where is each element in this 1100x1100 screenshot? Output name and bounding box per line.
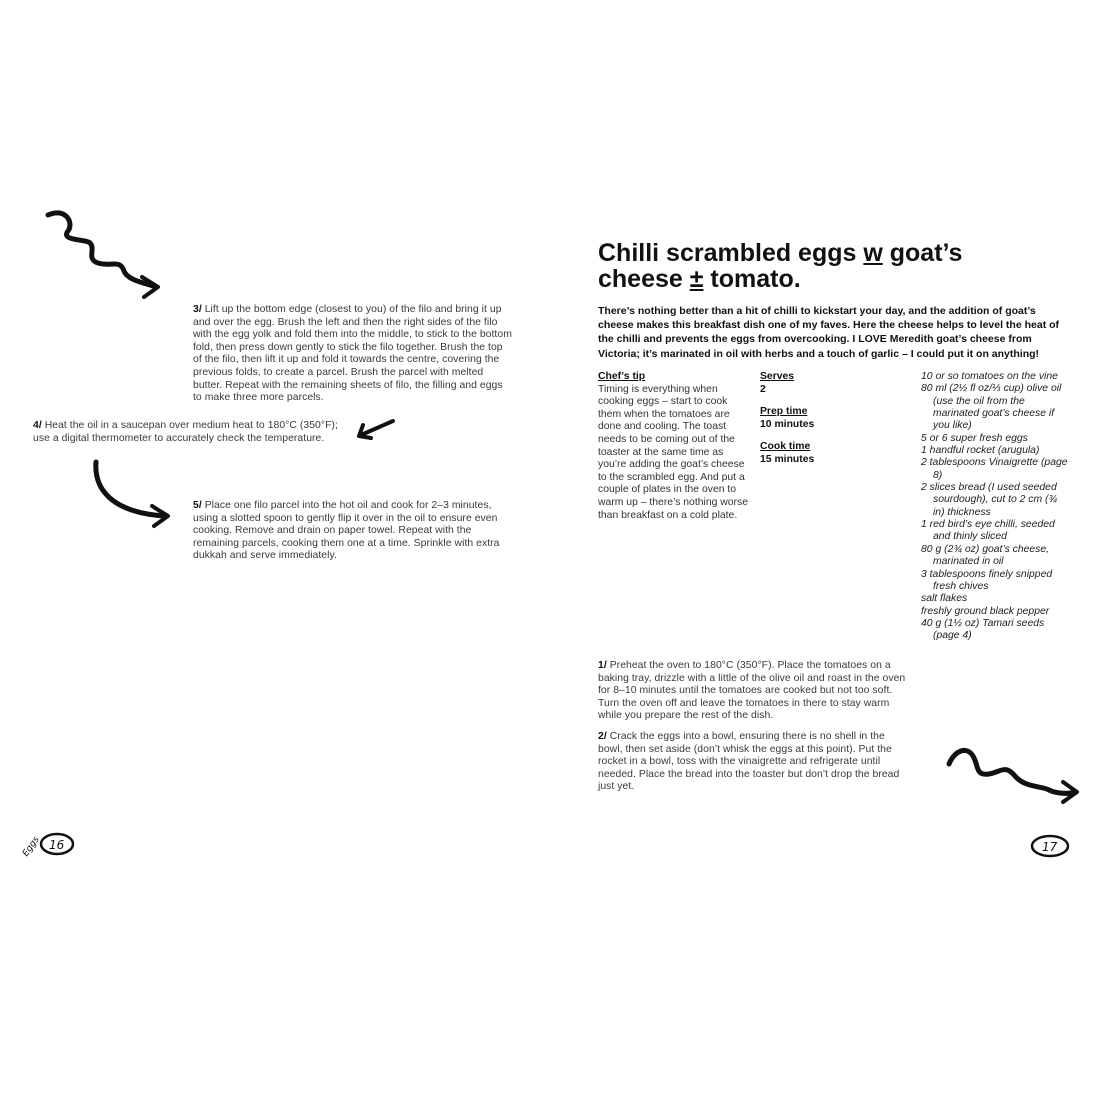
section-label: Eggs [20, 834, 42, 859]
recipe-intro: There’s nothing better than a hit of chilli to kickstart your day, and the addition of goat’s cheese makes this breakfast dish one of my faves. Here the cheese helps to level the heat of the chilli and prevents the eggs from overcooking. I LOVE Meredith goat’s cheese from Victoria; it’s marinated in oil with herbs and a touch of garlic – I could put it on anything! [598, 305, 1060, 360]
short-arrow-icon [355, 417, 397, 441]
squiggle-arrow-right-icon [945, 742, 1085, 810]
ingredient-item: 2 tablespoons Vinaigrette (page 8) [921, 457, 1068, 481]
page-number-17: 17 [1042, 840, 1058, 854]
serves-value: 2 [760, 383, 766, 395]
chefs-tip [598, 371, 750, 522]
ingredient-item: freshly ground black pepper [921, 605, 1050, 617]
recipe-title: Chilli scrambled eggs w goat’s cheese ± tomato. [598, 239, 963, 293]
page-number-16-badge [20, 826, 76, 862]
cook-time-value: 15 minutes [760, 453, 815, 465]
step-5-text: Place one filo parcel into the hot oil and cook for 2–3 minutes, using a slotted spoon to gently flip it over in the oil to ensure even cooking. Remove and drain on paper towel. Repeat with the remaining parcels, cooking them one at a time. Sprinkle with extra dukkah and serve immediately. [193, 500, 500, 562]
ingredient-item: 5 or 6 super fresh eggs [921, 432, 1028, 444]
prep-time-value: 10 minutes [760, 418, 815, 430]
recipe-meta [760, 371, 890, 467]
ingredient-item: salt flakes [921, 593, 968, 605]
step-4-text: Heat the oil in a saucepan over medium heat to 180°C (350°F); use a digital thermometer to accurately check the temperature. [33, 420, 338, 444]
step-2-text: Crack the eggs into a bowl, ensuring there is no shell in the bowl, then set aside (don’t whisk the eggs at this point). Put the rocket in a bowl, toss with the vinaigrette and refrigerate until needed. Place the bread into the toaster but don’t drop the bread just yet. [598, 731, 900, 793]
serves-label: Serves [760, 371, 795, 382]
step-5: 5/ Place one filo parcel into the hot oil and cook for 2–3 minutes, using a slotted spoon to gently flip it over in the oil to ensure even cooking. Remove and drain on paper towel. Repeat with the remaining parcels, cooking them one at a time. Sprinkle with extra dukkah and serve immediately. [193, 500, 500, 562]
prep-time-label: Prep time [760, 406, 808, 418]
step-1-text: Preheat the oven to 180°C (350°F). Place the tomatoes on a baking tray, drizzle with a little of the olive oil and roast in the oven for 8–10 minutes until the tomatoes are cooked but not too soft. Turn the oven off and leave the tomatoes in there to stay warm while you prepare the rest of the dish. [598, 660, 906, 722]
cook-time-label: Cook time [760, 441, 811, 453]
step-3: 3/ Lift up the bottom edge (closest to you) of the filo and bring it up and over the egg. Brush the left and then the right sides of the filo with the egg yolk and fold them into the middle, to stick to the bottom fold, then press down gently to stick the filo together. Brush the top of the filo, then lift it up and fold it towards the centre, covering the previous folds, to create a parcel. Brush the parcel with melted butter. Repeat with the remaining sheets of filo, the filling and eggs to make three more parcels. [193, 304, 512, 404]
ingredient-item: 3 tablespoons finely snipped fresh chives [921, 568, 1053, 592]
curved-arrow-icon [90, 458, 180, 530]
ingredient-item: 80 g (2¾ oz) goat’s cheese, marinated in oil [921, 543, 1050, 568]
ingredient-item: 1 handful rocket (arugula) [921, 445, 1040, 457]
ingredients-list [921, 371, 1069, 643]
ingredient-item: 80 ml (2½ fl oz/⅓ cup) olive oil (use the oil from the marinated goat’s cheese if you like) [921, 383, 1062, 432]
ingredient-item: 2 slices bread (I used seeded sourdough), cut to 2 cm (¾ in) thickness [921, 482, 1058, 518]
chefs-tip-label: Chef’s tip [598, 371, 646, 382]
squiggle-arrow-icon [46, 205, 171, 300]
ingredient-item: 1 red bird’s eye chilli, seeded and thinly sliced [921, 519, 1055, 543]
chefs-tip-text: Timing is everything when cooking eggs – start to cook them when the tomatoes are done and cooling. The toast needs to be coming out of the toaster at the same time as you’re adding the goat’s cheese to the scrambled egg. And put a couple of plates in the oven to warm up – there’s nothing worse than breakfast on a cold plate. [598, 383, 748, 521]
step-2: 2/ Crack the eggs into a bowl, ensuring there is no shell in the bowl, then set aside (don’t whisk the eggs at this point). Put the rocket in a bowl, toss with the vinaigrette and refrigerate until needed. Place the bread into the toaster but don’t drop the bread just yet. [598, 731, 900, 793]
step-4: 4/ Heat the oil in a saucepan over medium heat to 180°C (350°F); use a digital thermometer to accurately check the temperature. [33, 420, 338, 444]
ingredient-item: 40 g (1½ oz) Tamari seeds (page 4) [921, 617, 1045, 642]
ingredient-item: 10 or so tomatoes on the vine [921, 371, 1058, 382]
page-number-16: 16 [49, 838, 65, 852]
step-3-text: Lift up the bottom edge (closest to you) of the filo and bring it up and over the egg. Brush the left and then the right sides of the filo with the egg yolk and fold them into the middle, to stick to the bottom fold, then press down gently to stick the filo together. Brush the top of the filo, then lift it up and fold it towards the centre, covering the previous folds, to create a parcel. Brush the parcel with melted butter. Repeat with the remaining sheets of filo, the filling and eggs to make three more parcels. [193, 304, 512, 404]
step-1: 1/ Preheat the oven to 180°C (350°F). Place the tomatoes on a baking tray, drizzle with a little of the olive oil and roast in the oven for 8–10 minutes until the tomatoes are cooked but not too soft. Turn the oven off and leave the tomatoes in there to stay warm while you prepare the rest of the dish. [598, 660, 906, 722]
page-number-17-badge [1028, 832, 1076, 862]
